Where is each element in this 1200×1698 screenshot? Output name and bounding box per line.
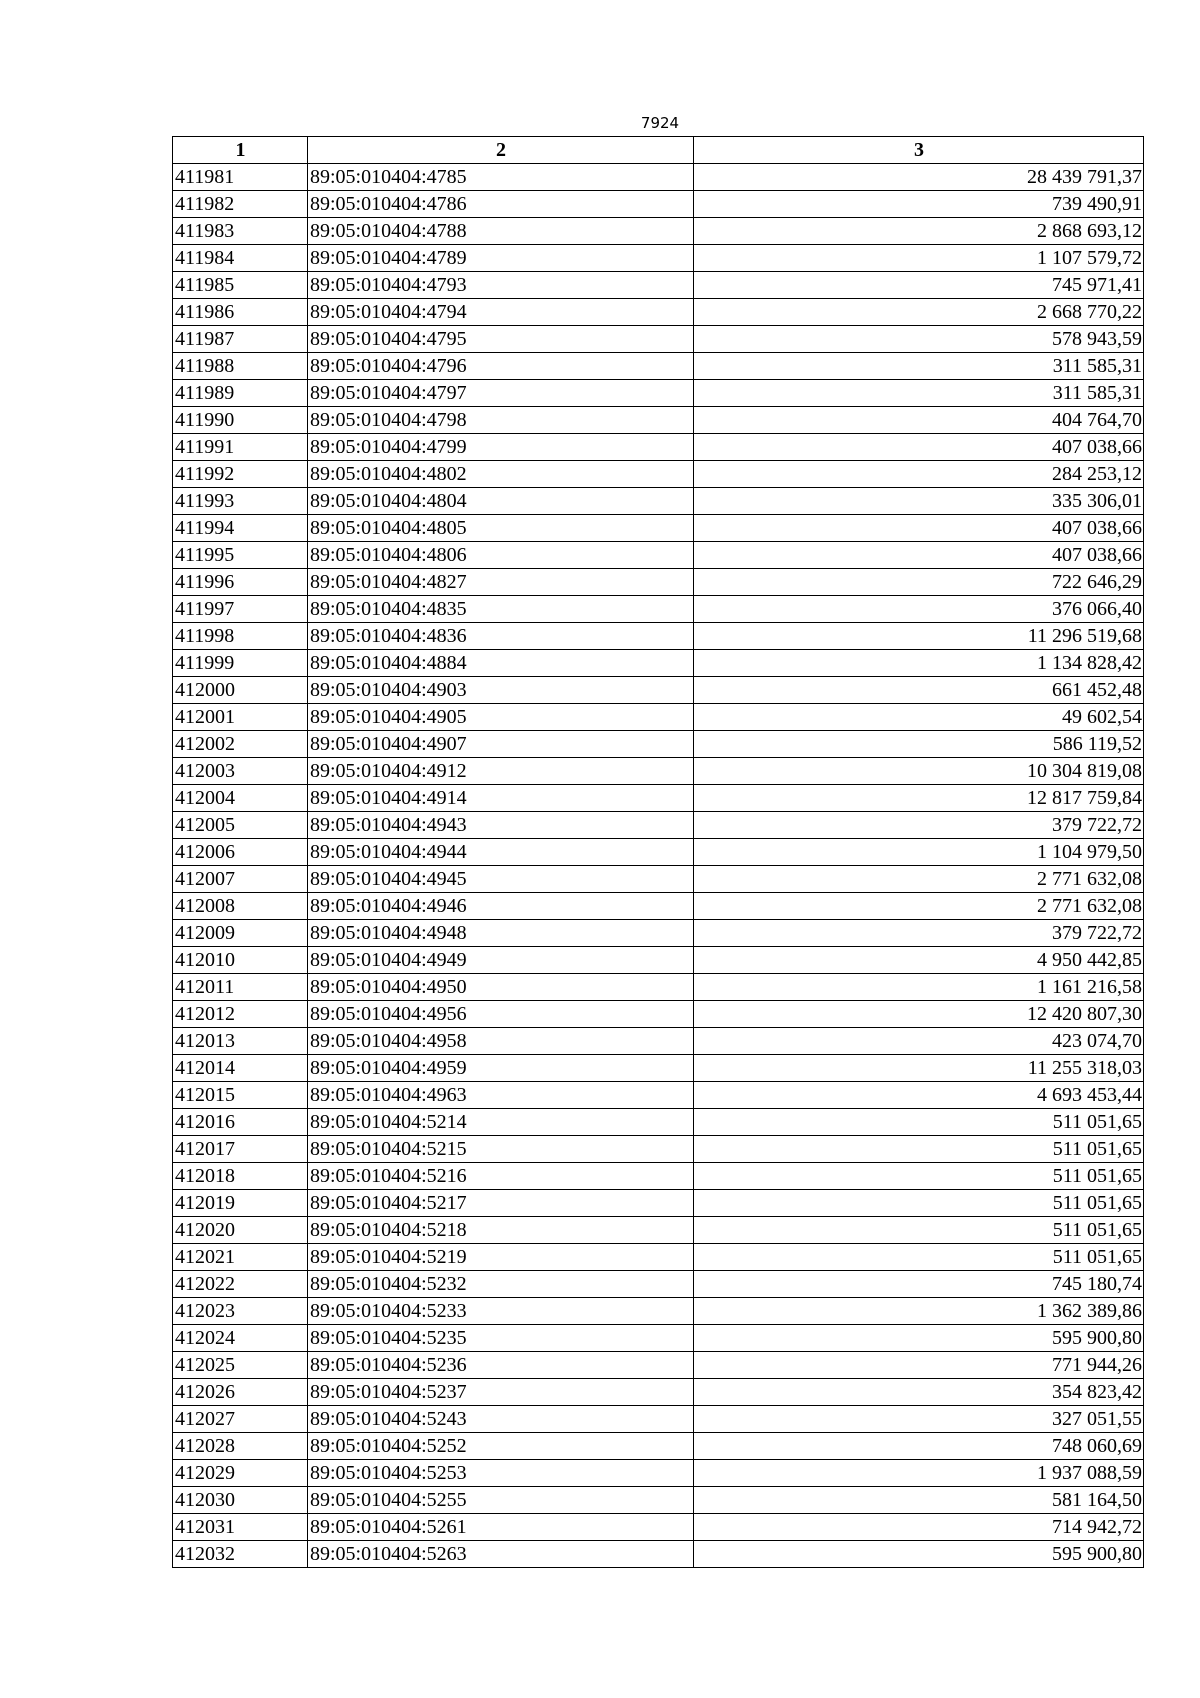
row-number-cell: 412024 [173, 1325, 308, 1352]
cadastral-value-cell: 739 490,91 [694, 191, 1144, 218]
row-number-cell: 412006 [173, 839, 308, 866]
cadastral-value-cell: 1 161 216,58 [694, 974, 1144, 1001]
cadastral-number-cell: 89:05:010404:5236 [308, 1352, 694, 1379]
cadastral-number-cell: 89:05:010404:4798 [308, 407, 694, 434]
row-number-cell: 411989 [173, 380, 308, 407]
cadastral-number-cell: 89:05:010404:4949 [308, 947, 694, 974]
cadastral-number-cell: 89:05:010404:5218 [308, 1217, 694, 1244]
cadastral-number-cell: 89:05:010404:4945 [308, 866, 694, 893]
cadastral-number-cell: 89:05:010404:4884 [308, 650, 694, 677]
cadastral-value-cell: 511 051,65 [694, 1244, 1144, 1271]
row-number-cell: 411982 [173, 191, 308, 218]
cadastral-number-cell: 89:05:010404:4827 [308, 569, 694, 596]
cadastral-number-cell: 89:05:010404:4796 [308, 353, 694, 380]
cadastral-number-cell: 89:05:010404:4944 [308, 839, 694, 866]
cadastral-number-cell: 89:05:010404:4788 [308, 218, 694, 245]
cadastral-number-cell: 89:05:010404:4797 [308, 380, 694, 407]
table-row [173, 191, 1144, 218]
row-number-cell: 412029 [173, 1460, 308, 1487]
row-number-cell: 412015 [173, 1082, 308, 1109]
table-row [173, 1082, 1144, 1109]
row-number-cell: 412002 [173, 731, 308, 758]
row-number-cell: 411992 [173, 461, 308, 488]
row-number-cell: 412028 [173, 1433, 308, 1460]
row-number-cell: 412017 [173, 1136, 308, 1163]
table-row [173, 974, 1144, 1001]
row-number-cell: 411985 [173, 272, 308, 299]
table-row [173, 785, 1144, 812]
cadastral-value-cell: 595 900,80 [694, 1541, 1144, 1568]
cadastral-number-cell: 89:05:010404:5215 [308, 1136, 694, 1163]
table-row [173, 1055, 1144, 1082]
row-number-cell: 411981 [173, 164, 308, 191]
row-number-cell: 412023 [173, 1298, 308, 1325]
cadastral-number-cell: 89:05:010404:4805 [308, 515, 694, 542]
cadastral-number-cell: 89:05:010404:4789 [308, 245, 694, 272]
cadastral-number-cell: 89:05:010404:4835 [308, 596, 694, 623]
table-row [173, 299, 1144, 326]
cadastral-value-cell: 2 771 632,08 [694, 893, 1144, 920]
cadastral-value-cell: 4 950 442,85 [694, 947, 1144, 974]
cadastral-number-cell: 89:05:010404:5261 [308, 1514, 694, 1541]
table-row [173, 1298, 1144, 1325]
cadastral-value-cell: 311 585,31 [694, 353, 1144, 380]
row-number-cell: 412003 [173, 758, 308, 785]
cadastral-number-cell: 89:05:010404:4956 [308, 1001, 694, 1028]
row-number-cell: 412004 [173, 785, 308, 812]
row-number-cell: 412019 [173, 1190, 308, 1217]
table-row [173, 677, 1144, 704]
table-body [173, 164, 1144, 1568]
cadastral-value-cell: 511 051,65 [694, 1163, 1144, 1190]
row-number-cell: 412014 [173, 1055, 308, 1082]
cadastral-number-cell: 89:05:010404:4950 [308, 974, 694, 1001]
table-row [173, 1109, 1144, 1136]
row-number-cell: 412025 [173, 1352, 308, 1379]
cadastral-value-cell: 335 306,01 [694, 488, 1144, 515]
cadastral-value-cell: 407 038,66 [694, 515, 1144, 542]
table-row [173, 623, 1144, 650]
cadastral-value-cell: 722 646,29 [694, 569, 1144, 596]
cadastral-value-cell: 771 944,26 [694, 1352, 1144, 1379]
table-row [173, 1244, 1144, 1271]
cadastral-value-cell: 745 971,41 [694, 272, 1144, 299]
row-number-cell: 411998 [173, 623, 308, 650]
cadastral-value-cell: 311 585,31 [694, 380, 1144, 407]
table-row [173, 758, 1144, 785]
table-row [173, 1271, 1144, 1298]
cadastral-value-cell: 49 602,54 [694, 704, 1144, 731]
cadastral-number-cell: 89:05:010404:5237 [308, 1379, 694, 1406]
column-header-3: 3 [694, 137, 1144, 164]
header-row [173, 137, 1144, 164]
cadastral-number-cell: 89:05:010404:4785 [308, 164, 694, 191]
cadastral-value-cell: 11 296 519,68 [694, 623, 1144, 650]
row-number-cell: 412001 [173, 704, 308, 731]
cadastral-number-cell: 89:05:010404:4794 [308, 299, 694, 326]
row-number-cell: 411983 [173, 218, 308, 245]
cadastral-number-cell: 89:05:010404:4912 [308, 758, 694, 785]
cadastral-number-cell: 89:05:010404:4786 [308, 191, 694, 218]
table-row [173, 731, 1144, 758]
row-number-cell: 411997 [173, 596, 308, 623]
cadastral-value-cell: 423 074,70 [694, 1028, 1144, 1055]
cadastral-value-cell: 10 304 819,08 [694, 758, 1144, 785]
cadastral-value-cell: 595 900,80 [694, 1325, 1144, 1352]
cadastral-number-cell: 89:05:010404:4959 [308, 1055, 694, 1082]
table-row [173, 596, 1144, 623]
page-number: 7924 [640, 114, 680, 132]
cadastral-number-cell: 89:05:010404:4948 [308, 920, 694, 947]
row-number-cell: 412010 [173, 947, 308, 974]
cadastral-number-cell: 89:05:010404:5253 [308, 1460, 694, 1487]
cadastral-value-cell: 1 362 389,86 [694, 1298, 1144, 1325]
cadastral-value-cell: 748 060,69 [694, 1433, 1144, 1460]
cadastral-value-cell: 379 722,72 [694, 920, 1144, 947]
table-row [173, 461, 1144, 488]
cadastral-value-cell: 511 051,65 [694, 1190, 1144, 1217]
row-number-cell: 412007 [173, 866, 308, 893]
cadastral-number-cell: 89:05:010404:4793 [308, 272, 694, 299]
row-number-cell: 411995 [173, 542, 308, 569]
column-header-1: 1 [173, 137, 308, 164]
table-row [173, 1514, 1144, 1541]
table-row [173, 1487, 1144, 1514]
cadastral-number-cell: 89:05:010404:4905 [308, 704, 694, 731]
cadastral-value-cell: 511 051,65 [694, 1217, 1144, 1244]
cadastral-number-cell: 89:05:010404:4943 [308, 812, 694, 839]
cadastral-value-cell: 404 764,70 [694, 407, 1144, 434]
table-row [173, 1190, 1144, 1217]
cadastral-number-cell: 89:05:010404:4907 [308, 731, 694, 758]
row-number-cell: 412030 [173, 1487, 308, 1514]
cadastral-number-cell: 89:05:010404:4806 [308, 542, 694, 569]
table-row [173, 650, 1144, 677]
cadastral-value-cell: 714 942,72 [694, 1514, 1144, 1541]
cadastral-value-cell: 578 943,59 [694, 326, 1144, 353]
cadastral-number-cell: 89:05:010404:4799 [308, 434, 694, 461]
row-number-cell: 412011 [173, 974, 308, 1001]
table-row [173, 1136, 1144, 1163]
cadastral-number-cell: 89:05:010404:5232 [308, 1271, 694, 1298]
cadastral-number-cell: 89:05:010404:5216 [308, 1163, 694, 1190]
table-row [173, 893, 1144, 920]
row-number-cell: 411999 [173, 650, 308, 677]
table-row [173, 1028, 1144, 1055]
table-row [173, 218, 1144, 245]
cadastral-value-cell: 407 038,66 [694, 542, 1144, 569]
row-number-cell: 412021 [173, 1244, 308, 1271]
row-number-cell: 412020 [173, 1217, 308, 1244]
table-header [173, 137, 1144, 164]
table-row [173, 1352, 1144, 1379]
table-row [173, 812, 1144, 839]
cadastral-value-cell: 12 420 807,30 [694, 1001, 1144, 1028]
row-number-cell: 411986 [173, 299, 308, 326]
table-row [173, 164, 1144, 191]
row-number-cell: 412016 [173, 1109, 308, 1136]
cadastral-value-cell: 511 051,65 [694, 1109, 1144, 1136]
cadastral-value-cell: 284 253,12 [694, 461, 1144, 488]
row-number-cell: 412027 [173, 1406, 308, 1433]
cadastral-value-cell: 376 066,40 [694, 596, 1144, 623]
row-number-cell: 411996 [173, 569, 308, 596]
row-number-cell: 412012 [173, 1001, 308, 1028]
cadastral-value-cell: 586 119,52 [694, 731, 1144, 758]
cadastral-value-cell: 2 668 770,22 [694, 299, 1144, 326]
cadastral-value-cell: 511 051,65 [694, 1136, 1144, 1163]
table-row [173, 407, 1144, 434]
table-row [173, 434, 1144, 461]
row-number-cell: 411994 [173, 515, 308, 542]
table-row [173, 1379, 1144, 1406]
cadastral-number-cell: 89:05:010404:4914 [308, 785, 694, 812]
cadastral-number-cell: 89:05:010404:4836 [308, 623, 694, 650]
table-row [173, 1325, 1144, 1352]
cadastral-value-cell: 581 164,50 [694, 1487, 1144, 1514]
row-number-cell: 412008 [173, 893, 308, 920]
cadastral-number-cell: 89:05:010404:4802 [308, 461, 694, 488]
cadastral-number-cell: 89:05:010404:5252 [308, 1433, 694, 1460]
table-row [173, 326, 1144, 353]
table-row [173, 1217, 1144, 1244]
cadastral-value-cell: 379 722,72 [694, 812, 1144, 839]
row-number-cell: 412022 [173, 1271, 308, 1298]
table-row [173, 920, 1144, 947]
cadastral-number-cell: 89:05:010404:4795 [308, 326, 694, 353]
row-number-cell: 411991 [173, 434, 308, 461]
table-row [173, 947, 1144, 974]
cadastral-value-cell: 407 038,66 [694, 434, 1144, 461]
cadastral-number-cell: 89:05:010404:4946 [308, 893, 694, 920]
row-number-cell: 411993 [173, 488, 308, 515]
cadastral-number-cell: 89:05:010404:4903 [308, 677, 694, 704]
cadastral-number-cell: 89:05:010404:5217 [308, 1190, 694, 1217]
cadastral-number-cell: 89:05:010404:5255 [308, 1487, 694, 1514]
cadastral-number-cell: 89:05:010404:4804 [308, 488, 694, 515]
table-row [173, 1541, 1144, 1568]
cadastral-value-cell: 1 107 579,72 [694, 245, 1144, 272]
cadastral-number-cell: 89:05:010404:5235 [308, 1325, 694, 1352]
cadastral-value-cell: 1 104 979,50 [694, 839, 1144, 866]
cadastral-value-cell: 745 180,74 [694, 1271, 1144, 1298]
cadastral-number-cell: 89:05:010404:5263 [308, 1541, 694, 1568]
cadastral-number-cell: 89:05:010404:4958 [308, 1028, 694, 1055]
cadastral-value-cell: 28 439 791,37 [694, 164, 1144, 191]
cadastral-value-cell: 12 817 759,84 [694, 785, 1144, 812]
cadastral-value-cell: 661 452,48 [694, 677, 1144, 704]
table-row [173, 272, 1144, 299]
cadastral-number-cell: 89:05:010404:5233 [308, 1298, 694, 1325]
table-row [173, 1163, 1144, 1190]
table-row [173, 488, 1144, 515]
cadastral-number-cell: 89:05:010404:4963 [308, 1082, 694, 1109]
cadastral-value-cell: 11 255 318,03 [694, 1055, 1144, 1082]
table-row [173, 569, 1144, 596]
cadastral-value-table [172, 136, 1144, 1568]
row-number-cell: 412000 [173, 677, 308, 704]
row-number-cell: 412005 [173, 812, 308, 839]
table-row [173, 1001, 1144, 1028]
cadastral-number-cell: 89:05:010404:5243 [308, 1406, 694, 1433]
cadastral-value-cell: 2 868 693,12 [694, 218, 1144, 245]
row-number-cell: 412032 [173, 1541, 308, 1568]
row-number-cell: 412009 [173, 920, 308, 947]
table-row [173, 515, 1144, 542]
row-number-cell: 411987 [173, 326, 308, 353]
cadastral-number-cell: 89:05:010404:5219 [308, 1244, 694, 1271]
row-number-cell: 412018 [173, 1163, 308, 1190]
column-header-2: 2 [308, 137, 694, 164]
table-row [173, 866, 1144, 893]
row-number-cell: 412026 [173, 1379, 308, 1406]
table-row [173, 380, 1144, 407]
table-row [173, 1460, 1144, 1487]
table-row [173, 1433, 1144, 1460]
table-row [173, 704, 1144, 731]
cadastral-value-cell: 2 771 632,08 [694, 866, 1144, 893]
cadastral-value-cell: 327 051,55 [694, 1406, 1144, 1433]
table-row [173, 839, 1144, 866]
table-row [173, 1406, 1144, 1433]
row-number-cell: 411988 [173, 353, 308, 380]
table-row [173, 542, 1144, 569]
cadastral-value-cell: 4 693 453,44 [694, 1082, 1144, 1109]
cadastral-number-cell: 89:05:010404:5214 [308, 1109, 694, 1136]
row-number-cell: 412013 [173, 1028, 308, 1055]
cadastral-value-cell: 1 134 828,42 [694, 650, 1144, 677]
row-number-cell: 411984 [173, 245, 308, 272]
table-row [173, 245, 1144, 272]
row-number-cell: 411990 [173, 407, 308, 434]
row-number-cell: 412031 [173, 1514, 308, 1541]
cadastral-value-cell: 354 823,42 [694, 1379, 1144, 1406]
cadastral-value-cell: 1 937 088,59 [694, 1460, 1144, 1487]
table-row [173, 353, 1144, 380]
